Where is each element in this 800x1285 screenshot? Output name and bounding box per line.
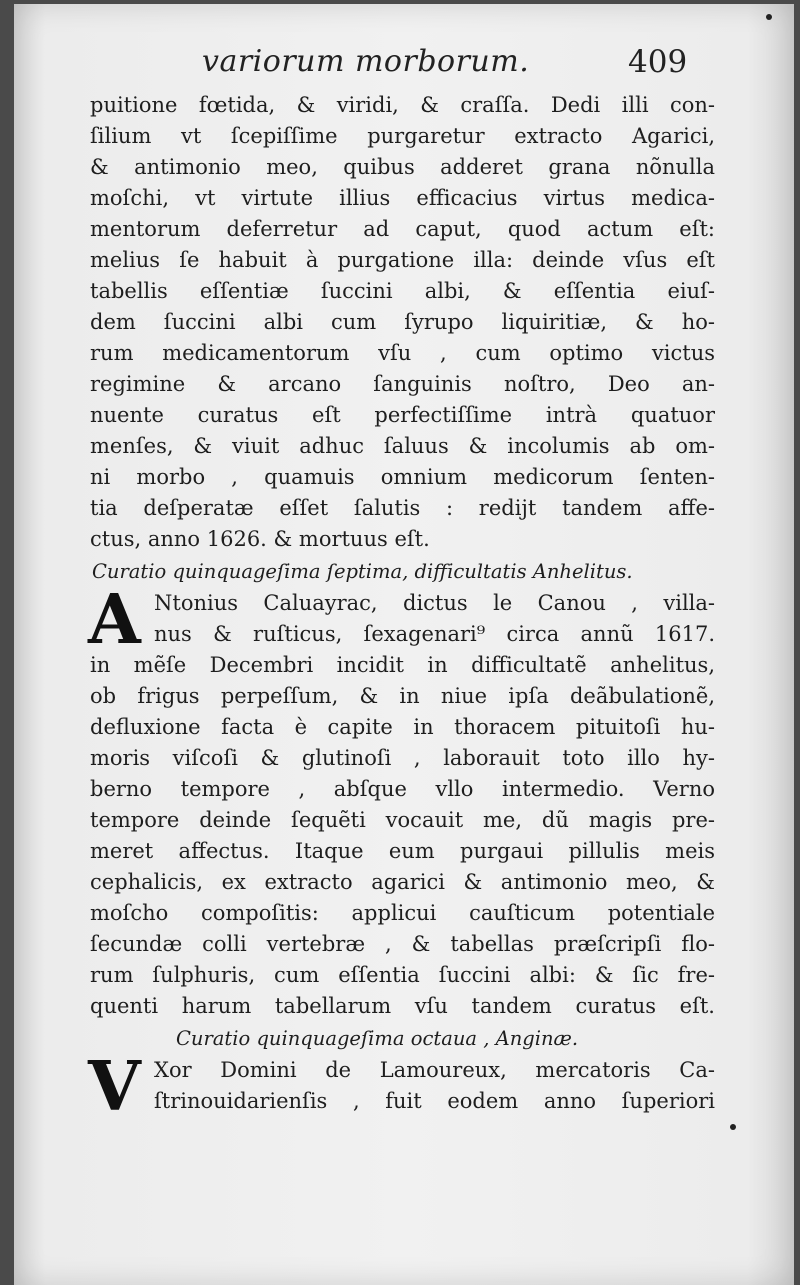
text-line: Xor Domini de Lamoureux, mercatoris Ca- [154,1058,715,1082]
text-line: ctus, anno 1626. & mortuus eſt. [90,527,430,551]
text-line: moſchi, vt virtute illius efficacius virtus medica- [90,186,715,210]
section-57 [88,580,715,1022]
page-number: 409 [628,44,688,80]
text-line: Ntonius Caluayrac, dictus le Canou , villa- [154,591,715,615]
text-line: cephalicis, ex extracto agarici & antimonio meo, & [90,870,715,894]
text-line: ob frigus perpeſſum, & in niue ipſa deãbulationẽ, [90,684,715,708]
section-58 [88,1047,715,1127]
text-line: ni morbo , quamuis omnium medicorum ſenten- [90,465,715,489]
text-line: menſes, & viuit adhuc ſaluus & incolumis ab om- [90,434,715,458]
text-line: nuente curatus eſt perfectiſſime intrà quatuor [90,403,715,427]
text-line: tempore deinde ſequẽti vocauit me, dũ magis pre- [90,808,715,832]
ink-speck [766,14,772,20]
text-line: nus & ruſticus, ſexagenari⁹ circa annũ 1617. [154,622,715,646]
text-block [88,90,715,1127]
text-line: moris viſcoſi & glutinoſi , laborauit toto illo hy- [90,746,715,770]
drop-cap: V [88,1047,141,1127]
paragraph-1 [90,90,715,555]
text-line: moſcho compoſitis: applicui cauſticum potentiale [90,901,715,925]
text-line: ſecundæ colli vertebræ , & tabellas præſcripſi flo- [90,932,715,956]
text-line: rum ſulphuris, cum eſſentia ſuccini albi: & ſic fre- [90,963,715,987]
text-line: ſtrinouidarienſis , fuit eodem anno ſuperiori [154,1089,715,1113]
section-heading-57: Curatio quinquageſima ſeptima, difficultatis Anhelitus. [92,560,633,583]
text-line: berno tempore , abſque vllo intermedio. Verno [90,777,715,801]
text-line: rum medicamentorum vſu , cum optimo victus [90,341,715,365]
text-line: ſilium vt ſcepiſſime purgaretur extracto Agarici, [90,124,715,148]
drop-cap: A [88,580,141,660]
running-title: variorum morborum. [202,44,530,79]
text-line: puitione fœtida, & viridi, & craſſa. Dedi illi con- [90,93,715,117]
text-line: dem ſuccini albi cum ſyrupo liquiritiæ, & ho- [90,310,715,334]
text-line: tia deſperatæ eſſet ſalutis : rediјt tandem affe- [90,496,715,520]
text-line: regimine & arcano ſanguinis noſtro, Deo an- [90,372,715,396]
text-line: tabellis eſſentiæ ſuccini albi, & eſſentia eiuſ- [90,279,715,303]
text-line: quenti harum tabellarum vſu tandem curatus eſt. [90,994,715,1018]
text-line: in mẽſe Decembri incidit in difficultatẽ anhelitus, [90,653,715,677]
text-line: mentorum deferretur ad caput, quod actum eſt: [90,217,715,241]
text-line: meret affectus. Itaque eum purgaui pillulis meis [90,839,715,863]
text-line: defluxione facta è capite in thoracem pituitoſi hu- [90,715,715,739]
text-line: & antimonio meo, quibus adderet grana nõnulla [90,155,715,179]
ink-speck [730,1124,736,1130]
page-header [14,44,794,94]
section-heading-58: Curatio quinquageſima octaua , Anginæ. [176,1027,579,1050]
book-page [14,4,794,1285]
text-line: melius ſe habuit à purgatione illa: deinde vſus eſt [90,248,715,272]
